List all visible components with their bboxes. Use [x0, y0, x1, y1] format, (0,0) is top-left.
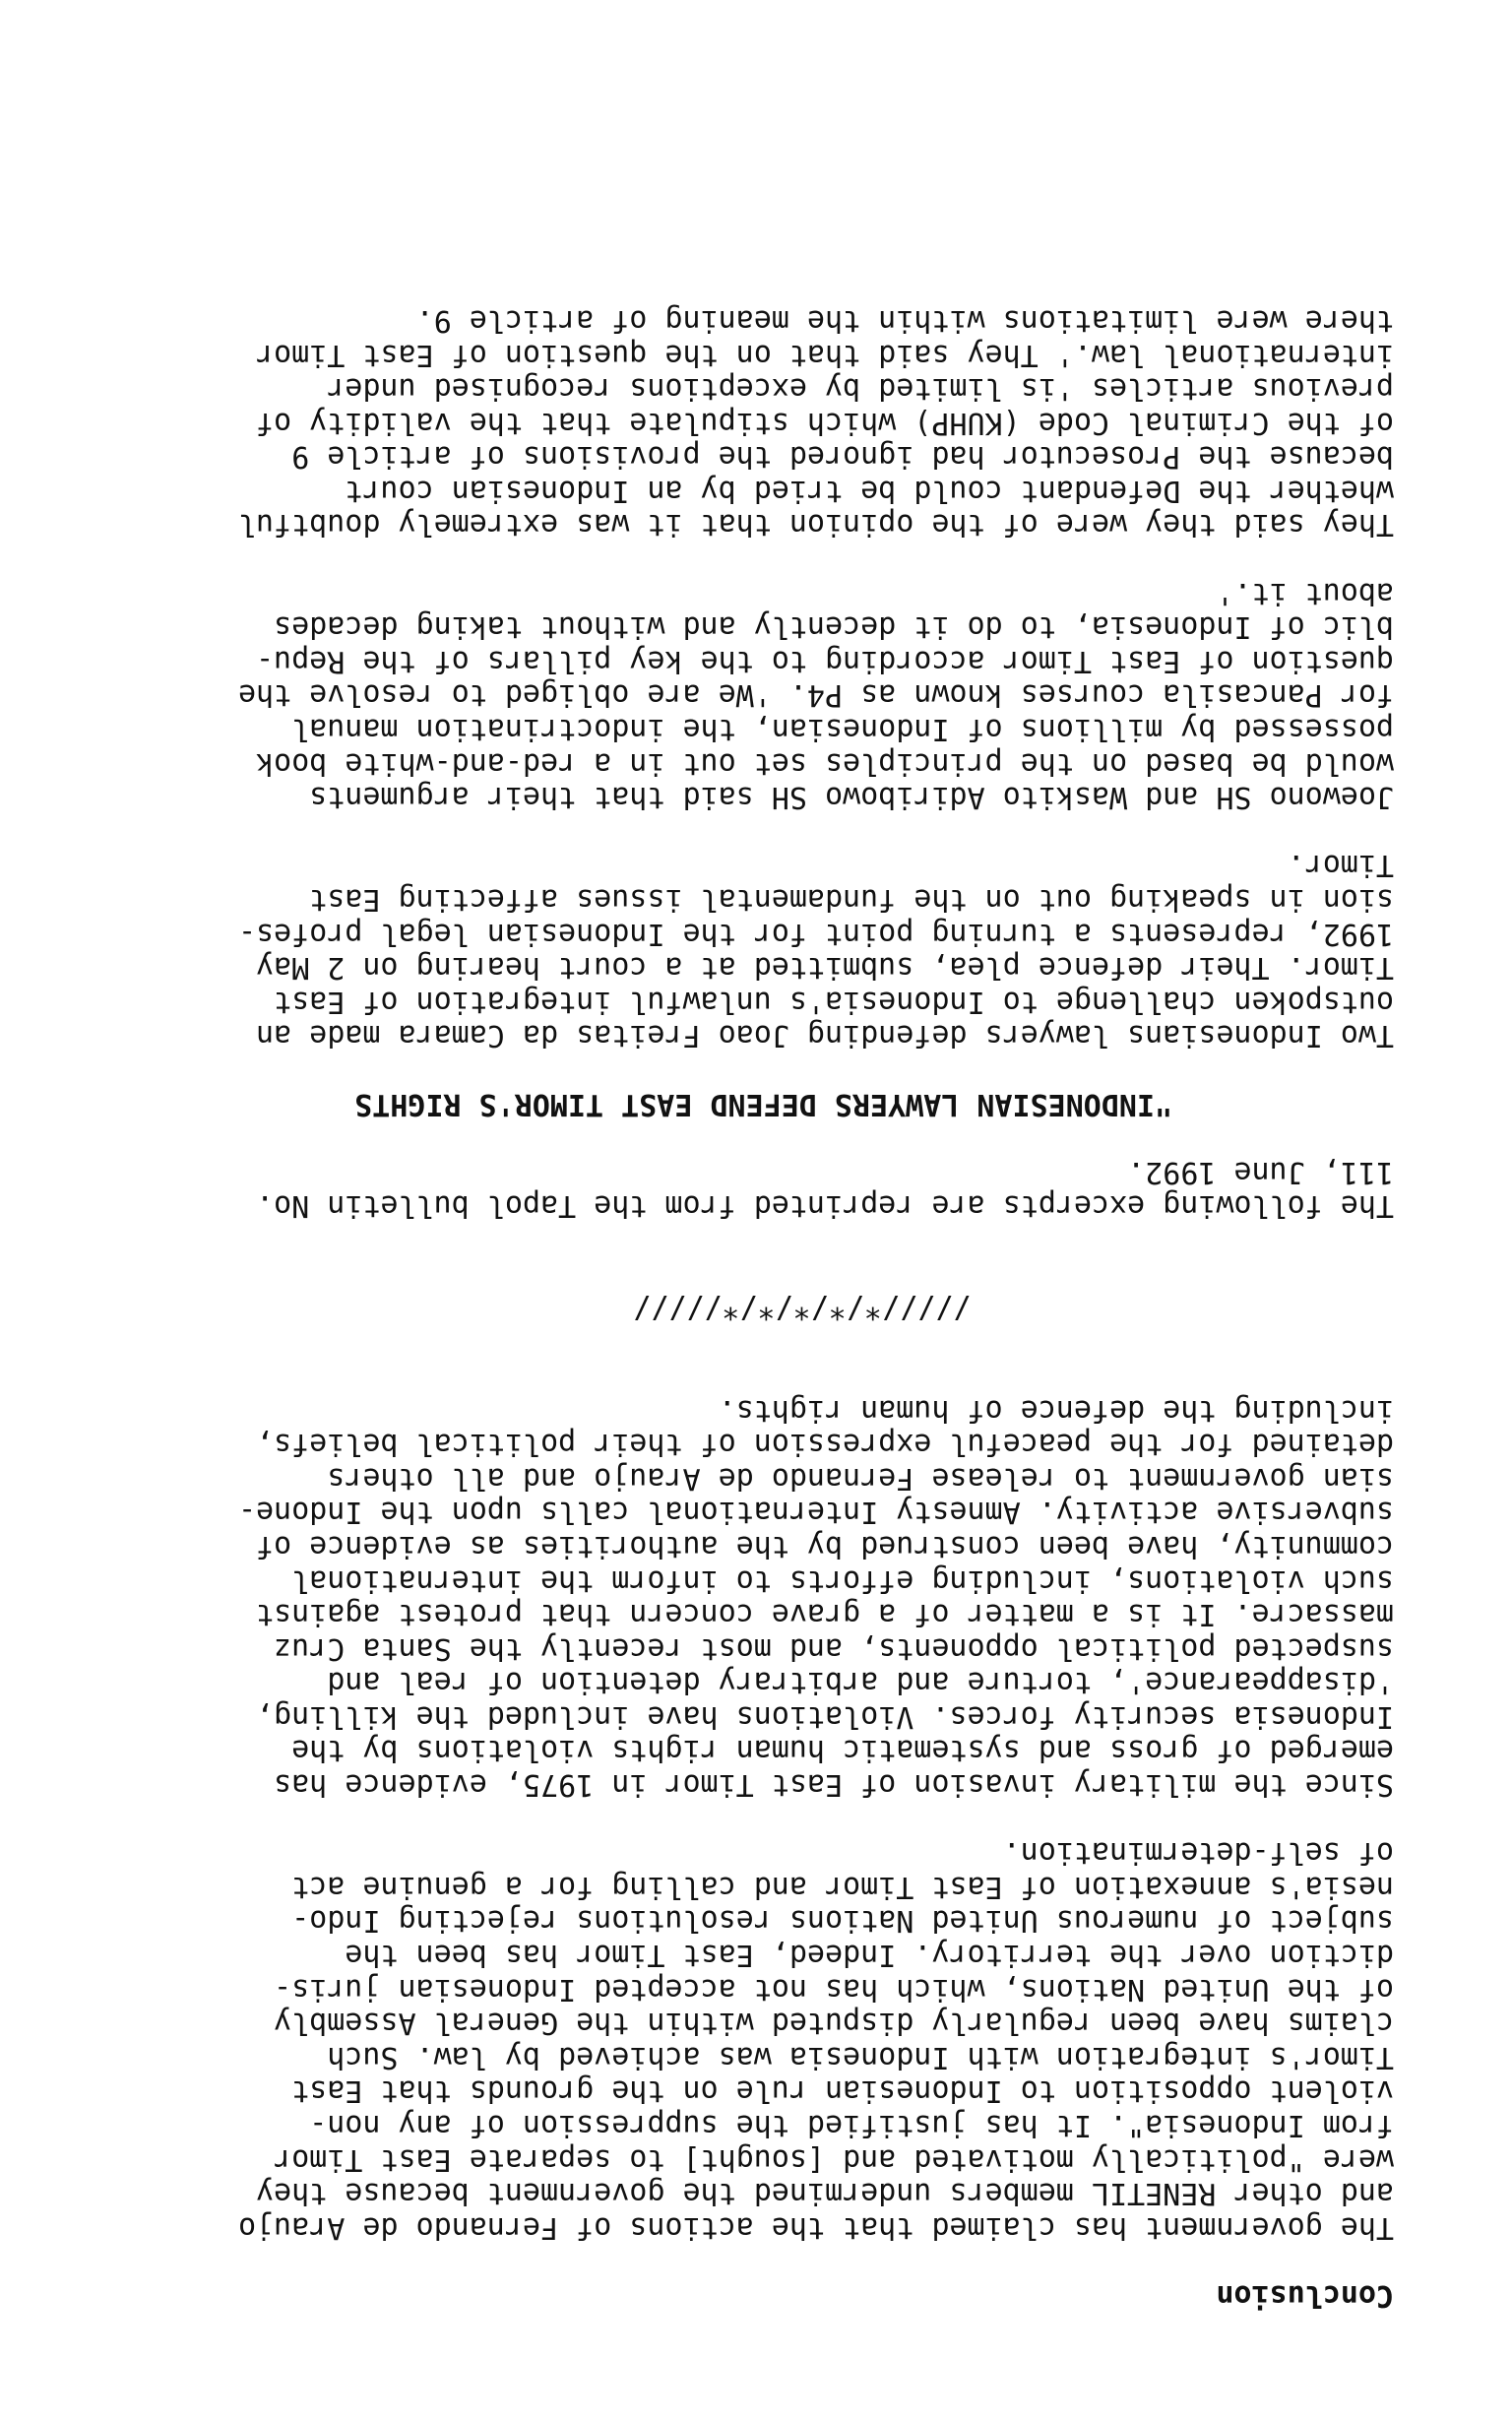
- paragraph-opinion: [45, 302, 1394, 541]
- text-line: subject of numerous United Nations resolutions rejecting Indo-: [291, 1903, 1394, 1939]
- text-line: there were limitations within the meaning of article 9.: [415, 302, 1394, 338]
- text-line: for Pancasila courses known as P4. 'We are obliged to resolve the: [238, 677, 1394, 713]
- text-line: of self-determination.: [1002, 1835, 1394, 1871]
- text-line: of the United Nations, which has not accepted Indonesian juris-: [274, 1971, 1394, 2007]
- text-line: international law.' They said that on the question of East Timor: [256, 337, 1394, 372]
- text-line: 1992, represents a turning point for the Indonesian legal profes-: [238, 916, 1394, 951]
- section-heading: Conclusion: [1216, 2278, 1394, 2313]
- text-line: violent opposition to Indonesian rule on the grounds that East: [291, 2073, 1394, 2109]
- text-line: Since the military invasion of East Timor in 1975, evidence has: [274, 1767, 1394, 1803]
- paragraph-violations: [45, 1392, 1394, 1801]
- text-line: about it.': [1216, 575, 1394, 610]
- text-line: outspoken challenge to Indonesia's unlawful integration of East: [274, 984, 1394, 1019]
- paragraph-intro: [45, 1154, 1394, 1222]
- text-line: The government has claimed that the actions of Fernando de Araujo: [238, 2209, 1394, 2245]
- article-title: "INDONESIAN LAWYERS DEFEND EAST TIMOR'S RIGHTS: [354, 1086, 1172, 1121]
- text-line: massacre. It is a matter of a grave concern that protest against: [256, 1597, 1394, 1632]
- text-line: Timor's integration with Indonesia was achieved by law. Such: [327, 2039, 1394, 2074]
- text-line: They said they were of the opinion that it was extremely doubtful: [238, 507, 1394, 542]
- text-line: from Indonesia". It has justified the suppression of any non-: [309, 2108, 1394, 2143]
- document-body: [45, 302, 1394, 2312]
- text-line: including the defence of human rights.: [718, 1392, 1394, 1428]
- text-line: Timor. Their defence plea, submitted at a court hearing on 2 May: [256, 950, 1394, 986]
- text-line: because the Prosecutor had ignored the provisions of article 9: [291, 439, 1394, 475]
- paragraph-conclusion: [45, 1835, 1394, 2244]
- paragraph-arguments: [45, 575, 1394, 813]
- text-line: sion in speaking out on the fundamental issues affecting East: [309, 882, 1394, 918]
- text-line: nesia's annexation of East Timor and calling for a genuine act: [291, 1869, 1394, 1904]
- paragraph-lawyers: [45, 848, 1394, 1052]
- text-line: Indonesia security forces. Violations have included the killing,: [256, 1698, 1394, 1734]
- text-line: Two Indonesians lawyers defending Joao Freitas da Camara made an: [256, 1018, 1394, 1053]
- text-line: question of East Timor according to the key pillars of the Repu-: [256, 643, 1394, 678]
- text-line: of the Criminal Code (KUHP) which stipulate that the validity of: [256, 405, 1394, 440]
- text-line: and other RENETIL members undermined the government because they: [256, 2176, 1394, 2211]
- text-line: such violations, including efforts to inform the international: [291, 1562, 1394, 1598]
- text-line: diction over the territory. Indeed, East Timor has been the: [345, 1938, 1394, 1973]
- text-line: Timor.: [1287, 848, 1394, 883]
- text-line: suspected political opponents, and most recently the Santa Cruz: [274, 1630, 1394, 1666]
- text-line: 'disappearance', torture and arbitrary detention of real and: [327, 1665, 1394, 1700]
- text-line: Joewono SH and Waskito Adiribowo SH said that their arguments: [309, 780, 1394, 815]
- text-line: blic of Indonesia, to do it decently and without taking decades: [274, 609, 1394, 645]
- text-line: detained for the peaceful expression of their political beliefs,: [256, 1427, 1394, 1462]
- text-line: were "politically motivated and [sought] to separate East Timor: [274, 2141, 1394, 2177]
- text-line: claims have been regularly disputed within the General Assembly: [274, 2006, 1394, 2041]
- text-line: subversive activity. Amnesty International calls upon the Indone-: [238, 1495, 1394, 1530]
- text-line: whether the Defendant could be tried by an Indonesian court: [345, 473, 1394, 508]
- text-line: 111, June 1992.: [1127, 1154, 1394, 1189]
- text-line: community, have been construed by the authorities as evidence of: [256, 1528, 1394, 1563]
- text-line: The following excerpts are reprinted from the Tapol bulletin No.: [256, 1188, 1394, 1224]
- separator: /////*/*/*/*/*/////: [632, 1290, 971, 1325]
- text-line: sian government to release Fernando de Araujo and all others: [327, 1460, 1394, 1496]
- text-line: previous articles 'is limited by exceptions recognised under: [327, 371, 1394, 407]
- text-line: emerged of gross and systematic human rights violations by the: [291, 1733, 1394, 1768]
- text-line: possessed by millions of Indonesian, the indoctrination manual: [291, 712, 1394, 747]
- text-line: would be based on the principles set out in a red-and-white book: [256, 745, 1394, 781]
